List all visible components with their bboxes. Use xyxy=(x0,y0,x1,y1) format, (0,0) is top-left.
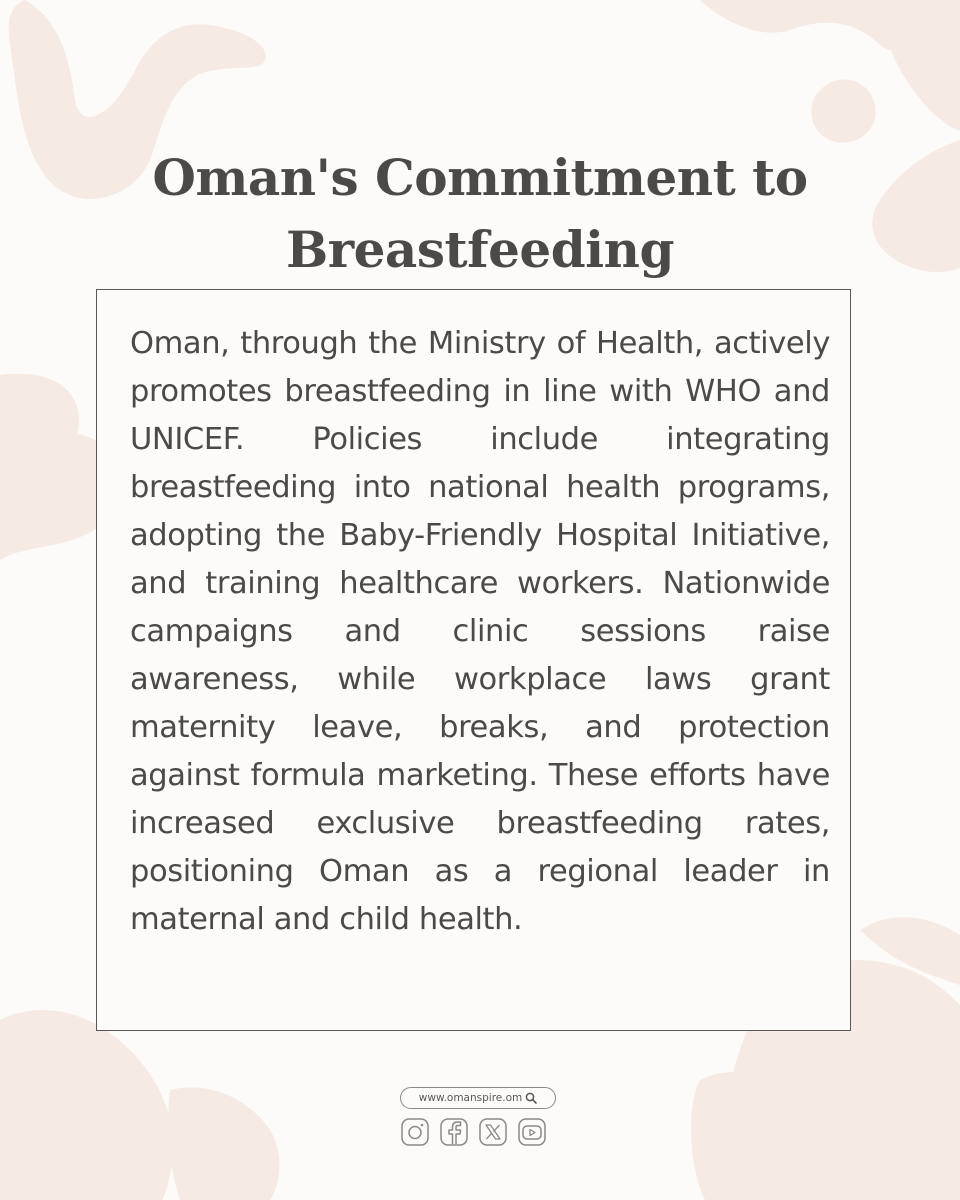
youtube-icon[interactable] xyxy=(517,1117,547,1147)
x-icon[interactable] xyxy=(478,1117,508,1147)
social-icons xyxy=(400,1117,560,1147)
website-link[interactable] xyxy=(400,1087,556,1109)
content-card xyxy=(96,289,851,1031)
footer xyxy=(0,1085,960,1155)
search-icon xyxy=(525,1092,537,1104)
website-url: www.omanspire.om xyxy=(418,1092,523,1104)
body-paragraph: Oman, through the Ministry of Health, actively promotes breastfeeding in line with WHO and UNICEF. Policies include integrating breastfeeding into national health programs, adopting the Baby-Friendly Hospital Initiative, and training healthcare workers. Nationwide campaigns and clinic sessions raise awareness, while workplace laws grant maternity leave, breaks, and protection against formula marketing. These efforts have increased exclusive breastfeeding rates, positioning Oman as a regional leader in maternal and child health. xyxy=(130,326,830,937)
facebook-icon[interactable] xyxy=(439,1117,469,1147)
instagram-icon[interactable] xyxy=(400,1117,430,1147)
page-title: Oman's Commitment to Breastfeeding xyxy=(152,148,808,279)
